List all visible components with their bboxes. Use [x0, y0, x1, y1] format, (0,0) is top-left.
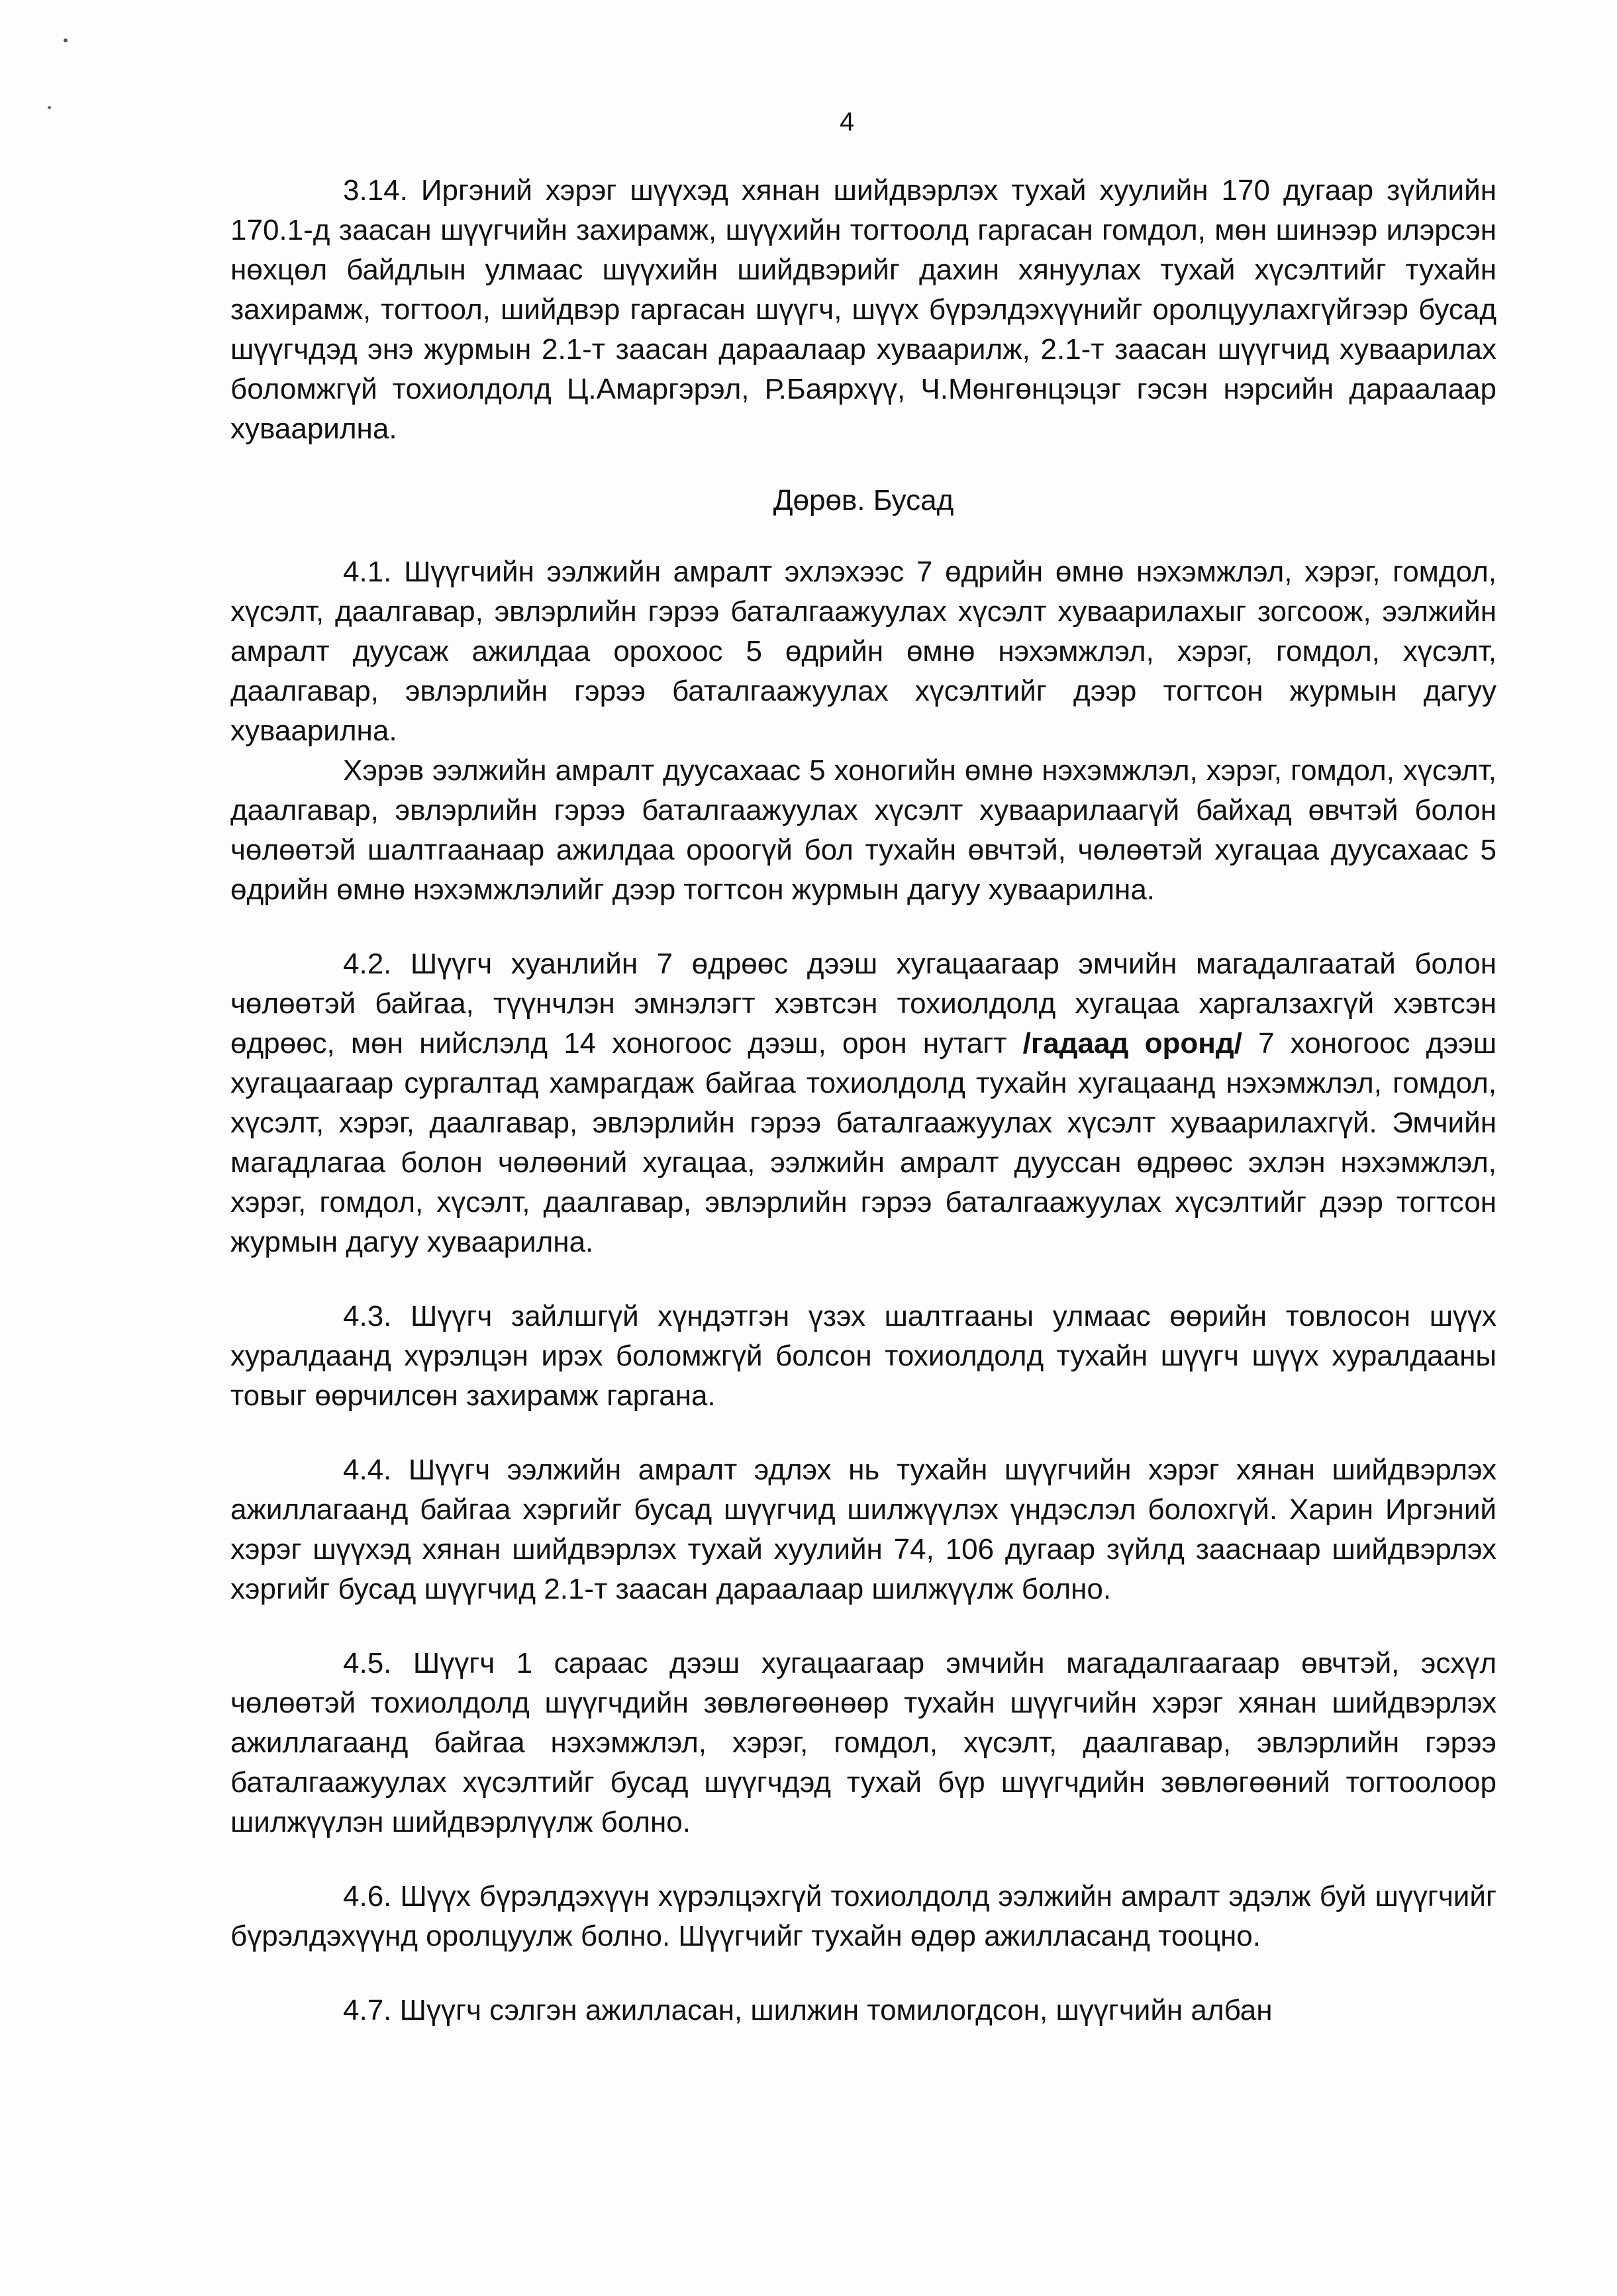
paragraph-4-5: 4.5. Шүүгч 1 сараас дээш хугацаагаар эмчийн магадалгаагаар өвчтэй, эсхүл чөлөөтэй тохиолдолд шүүгчдийн зөвлөгөөнөөр тухайн шүүгчийн хэрэг хянан шийдвэрлэх ажиллагаанд байгаа нэхэмжлэл, хэрэг, гомдол, хүсэлт, даалгавар, эвлэрлийн гэрээ баталгаажуулах хүсэлтийг бусад шүүгчдэд тухай бүр шүүгчдийн зөвлөгөөний тогтоолоор шилжүүлэн шийдвэрлүүлж болно. [230, 1647, 1496, 1838]
paragraph-4-1: 4.1. Шүүгчийн ээлжийн амралт эхлэхээс 7 өдрийн өмнө нэхэмжлэл, хэрэг, гомдол, хүсэлт, даалгавар, эвлэрлийн гэрээ баталгаажуулах хүсэлт хуваарилахыг зогсоож, ээлжийн амралт дуусаж ажилдаа орохоос 5 өдрийн өмнө нэхэмжлэл, хэрэг, гомдол, хүсэлт, даалгавар, эвлэрлийн гэрээ баталгаажуулах хүсэлтийг дээр тогтсон журмын дагуу хуваарилна. [230, 556, 1496, 747]
paragraph-4-4: 4.4. Шүүгч ээлжийн амралт эдлэх нь тухайн шүүгчийн хэрэг хянан шийдвэрлэх ажиллагаанд байгаа хэргийг бусад шүүгчид шилжүүлэх үндэслэл болохгүй. Харин Иргэний хэрэг шүүхэд хянан шийдвэрлэх тухай хуулийн 74, 106 дугаар зүйлд зааснаар шийдвэрлэх хэргийг бусад шүүгчид 2.1-т заасан дараалаар шилжүүлж болно. [230, 1454, 1496, 1605]
paragraph-4-2-bold: /гадаад оронд/ [1022, 1027, 1242, 1060]
scan-speck [64, 38, 68, 42]
paragraph-4-3: 4.3. Шүүгч зайлшгүй хүндэтгэн үзэх шалтгааны улмаас өөрийн товлосон шүүх хуралдаанд хүрэлцэн ирэх боломжгүй болсон тохиолдолд тухайн шүүгч шүүх хуралдааны товыг өөрчилсөн захирамж гаргана. [230, 1300, 1496, 1412]
page-number: 4 [840, 107, 855, 136]
paragraph-4-1-continuation: Хэрэв ээлжийн амралт дуусахаас 5 хоногийн өмнө нэхэмжлэл, хэрэг, гомдол, хүсэлт, даалгавар, эвлэрлийн гэрээ баталгаажуулах хүсэлт хуваарилаагүй байхад өвчтэй болон чөлөөтэй шалтгаанаар ажилдаа ороогүй бол тухайн өвчтэй, чөлөөтэй хугацаа дуусахаас 5 өдрийн өмнө нэхэмжлэлийг дээр тогтсон журмын дагуу хуваарилна. [230, 754, 1496, 906]
paragraph-4-2-part-a: 4.2. Шүүгч хуанлийн 7 өдрөөс дээш хугацаагаар эмчийн магадалгаатай болон чөлөөтэй байгаа, түүнчлэн эмнэлэгт хэвтсэн тохиолдолд хугацаа харгалзахгүй хэвтсэн өдрөөс, мөн нийслэлд 14 хоногоос дээш, орон нутагт [230, 948, 1496, 1060]
paragraph-4-2 [230, 944, 1496, 1262]
paragraph-4-2-part-b: 7 хоногоос дээш хугацаагаар сургалтад хамрагдаж байгаа тохиолдолд тухайн хугацаанд нэхэмжлэл, гомдол, хүсэлт, хэрэг, даалгавар, эвлэрлийн гэрээ баталгаажуулах хүсэлт хуваарилахгүй. Эмчийн магадлагаа болон чөлөөний хугацаа, ээлжийн амралт дууссан өдрөөс эхлэн нэхэмжлэл, хэрэг, гомдол, хүсэлт, даалгавар, эвлэрлийн гэрээ баталгаажуулах хүсэлтийг дээр тогтсон журмын дагуу хуваарилна. [230, 1027, 1496, 1258]
paragraph-3-14: 3.14. Иргэний хэрэг шүүхэд хянан шийдвэрлэх тухай хуулийн 170 дугаар зүйлийн 170.1-д заасан шүүгчийн захирамж, шүүхийн тогтоолд гаргасан гомдол, мөн шинээр илэрсэн нөхцөл байдлын улмаас шүүхийн шийдвэрийг дахин хянуулах тухай хүсэлтийг тухайн захирамж, тогтоол, шийдвэр гаргасан шүүгч, шүүх бүрэлдэхүүнийг оролцуулахгүйгээр бусад шүүгчдэд энэ журмын 2.1-т заасан дараалаар хуваарилж, 2.1-т заасан шүүгчид хуваарилах боломжгүй тохиолдолд Ц.Амаргэрэл, Р.Баярхүү, Ч.Мөнгөнцэцэг гэсэн нэрсийн дараалаар хуваарилна. [230, 174, 1496, 445]
document-body [230, 171, 1496, 2030]
paragraph-4-7: 4.7. Шүүгч сэлгэн ажилласан, шилжин томилогдсон, шүүгчийн албан [343, 1994, 1273, 2026]
section-title: Дөрөв. Бусад [773, 484, 954, 517]
paragraph-4-6: 4.6. Шүүх бүрэлдэхүүн хүрэлцэхгүй тохиолдолд ээлжийн амралт эдэлж буй шүүгчийг бүрэлдэхүүнд оролцуулж болно. Шүүгчийг тухайн өдөр ажилласанд тооцно. [230, 1880, 1496, 1952]
scan-speck [48, 106, 51, 109]
